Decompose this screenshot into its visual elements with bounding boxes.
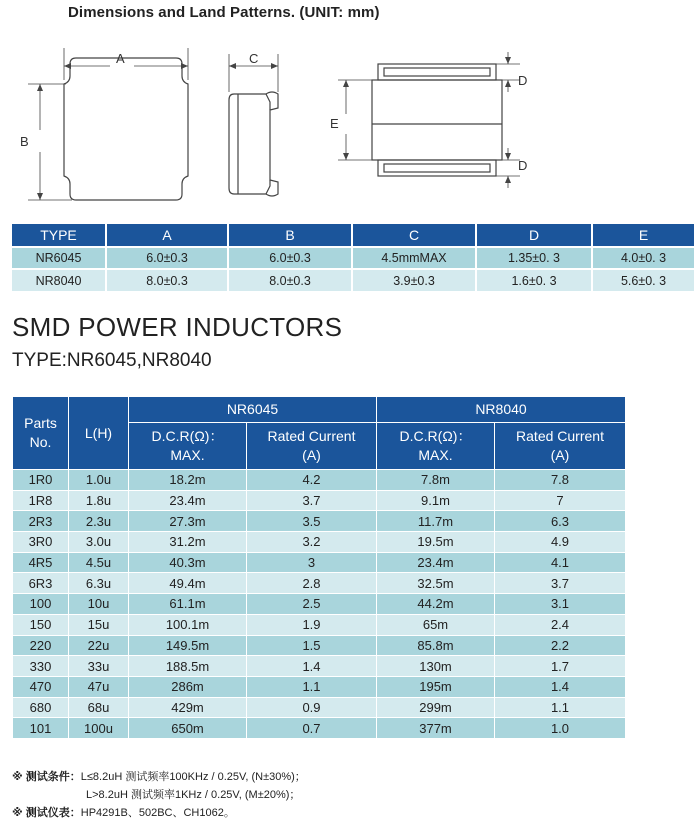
value-cell: 23.4m: [129, 490, 247, 511]
note-line-2: [12, 786, 306, 804]
cell: 6.0±0.3: [228, 247, 352, 269]
value-cell: 68u: [69, 697, 129, 718]
header-inductance: L(H): [69, 397, 129, 470]
product-type-line: TYPE:NR6045,NR8040: [12, 350, 212, 371]
header-type: TYPE: [12, 224, 106, 247]
cell: 5.6±0. 3: [592, 269, 694, 291]
value-cell: 6.3: [495, 511, 626, 532]
value-cell: 18.2m: [129, 470, 247, 491]
value-cell: 3.5: [247, 511, 377, 532]
cell: NR8040: [12, 269, 106, 291]
value-cell: 1.0: [495, 718, 626, 739]
header-group-nr8040: NR8040: [377, 397, 626, 423]
value-cell: 61.1m: [129, 594, 247, 615]
value-cell: 32.5m: [377, 573, 495, 594]
value-cell: 2.8: [247, 573, 377, 594]
inductor-row: [13, 511, 626, 532]
value-cell: 3.2: [247, 532, 377, 553]
value-cell: 40.3m: [129, 552, 247, 573]
value-cell: 9.1m: [377, 490, 495, 511]
part-number-cell: 150: [13, 614, 69, 635]
cell: 8.0±0.3: [228, 269, 352, 291]
value-cell: 3.7: [247, 490, 377, 511]
value-cell: 0.9: [247, 697, 377, 718]
label-c: C: [249, 51, 259, 66]
header-e: E: [592, 224, 694, 247]
part-number-cell: 680: [13, 697, 69, 718]
part-number-cell: 100: [13, 594, 69, 615]
dimensions-header-row: [12, 224, 694, 247]
inductor-row: [13, 594, 626, 615]
inductor-row: [13, 676, 626, 697]
part-number-cell: 4R5: [13, 552, 69, 573]
technical-drawing: [0, 30, 700, 220]
value-cell: 23.4m: [377, 552, 495, 573]
value-cell: 1.8u: [69, 490, 129, 511]
header-dcr-2: D.C.R(Ω)：MAX.: [377, 423, 495, 470]
value-cell: 47u: [69, 676, 129, 697]
inductor-row: [13, 532, 626, 553]
header-rated-1: Rated Current (A): [247, 423, 377, 470]
value-cell: 65m: [377, 614, 495, 635]
value-cell: 11.7m: [377, 511, 495, 532]
value-cell: 1.7: [495, 656, 626, 677]
value-cell: 429m: [129, 697, 247, 718]
header-rated-2: Rated Current (A): [495, 423, 626, 470]
value-cell: 299m: [377, 697, 495, 718]
value-cell: 1.1: [247, 676, 377, 697]
cell: 6.0±0.3: [106, 247, 228, 269]
value-cell: 7.8m: [377, 470, 495, 491]
value-cell: 44.2m: [377, 594, 495, 615]
dimensions-title: Dimensions and Land Patterns. (UNIT: mm): [68, 4, 380, 21]
inductor-row: [13, 552, 626, 573]
inductor-row: [13, 697, 626, 718]
inductor-row: [13, 614, 626, 635]
cell: 1.35±0. 3: [476, 247, 592, 269]
part-number-cell: 220: [13, 635, 69, 656]
value-cell: 4.1: [495, 552, 626, 573]
dimensions-row: [12, 247, 694, 269]
header-group-nr6045: NR6045: [129, 397, 377, 423]
part-number-cell: 2R3: [13, 511, 69, 532]
value-cell: 85.8m: [377, 635, 495, 656]
header-parts-no: Parts No.: [13, 397, 69, 470]
value-cell: 1.4: [247, 656, 377, 677]
header-a: A: [106, 224, 228, 247]
value-cell: 188.5m: [129, 656, 247, 677]
header-b: B: [228, 224, 352, 247]
value-cell: 4.9: [495, 532, 626, 553]
value-cell: 27.3m: [129, 511, 247, 532]
value-cell: 4.5u: [69, 552, 129, 573]
value-cell: 3.0u: [69, 532, 129, 553]
label-a: A: [116, 51, 125, 66]
part-number-cell: 3R0: [13, 532, 69, 553]
inductor-row: [13, 656, 626, 677]
dimension-drawings: [0, 30, 700, 220]
value-cell: 4.2: [247, 470, 377, 491]
inductor-table-body: [13, 470, 626, 739]
note-line-1: [12, 768, 306, 786]
value-cell: 100.1m: [129, 614, 247, 635]
part-number-cell: 330: [13, 656, 69, 677]
label-e: E: [330, 116, 339, 131]
product-title: SMD POWER INDUCTORS: [12, 312, 343, 342]
part-number-cell: 470: [13, 676, 69, 697]
value-cell: 377m: [377, 718, 495, 739]
header-dcr-1: D.C.R(Ω)：MAX.: [129, 423, 247, 470]
value-cell: 2.4: [495, 614, 626, 635]
label-b: B: [20, 134, 29, 149]
cell: 3.9±0.3: [352, 269, 476, 291]
value-cell: 3: [247, 552, 377, 573]
value-cell: 195m: [377, 676, 495, 697]
value-cell: 15u: [69, 614, 129, 635]
dimensions-table: [12, 224, 694, 291]
note-line-3: [12, 804, 306, 822]
value-cell: 2.5: [247, 594, 377, 615]
value-cell: 650m: [129, 718, 247, 739]
note-text-1: L≤8.2uH 测试频率100KHz / 0.25V, (N±30%)；: [80, 771, 306, 783]
inductor-row: [13, 635, 626, 656]
dimensions-row: [12, 269, 694, 291]
inductor-row: [13, 573, 626, 594]
label-d-top: D: [518, 73, 528, 88]
value-cell: 1.0u: [69, 470, 129, 491]
inductor-table: [12, 396, 626, 739]
value-cell: 130m: [377, 656, 495, 677]
note-label-instruments: ※ 测试仪表：: [12, 807, 81, 819]
header-d: D: [476, 224, 592, 247]
value-cell: 7.8: [495, 470, 626, 491]
value-cell: 49.4m: [129, 573, 247, 594]
value-cell: 1.4: [495, 676, 626, 697]
cell: 1.6±0. 3: [476, 269, 592, 291]
part-number-cell: 1R8: [13, 490, 69, 511]
inductor-row: [13, 490, 626, 511]
part-number-cell: 6R3: [13, 573, 69, 594]
note-text-3: HP4291B、502BC、CH1062。: [80, 807, 235, 819]
part-number-cell: 1R0: [13, 470, 69, 491]
label-d-bottom: D: [518, 158, 528, 173]
cell: 8.0±0.3: [106, 269, 228, 291]
value-cell: 1.9: [247, 614, 377, 635]
cell: NR6045: [12, 247, 106, 269]
value-cell: 31.2m: [129, 532, 247, 553]
note-label-conditions: ※ 测试条件：: [12, 771, 81, 783]
value-cell: 7: [495, 490, 626, 511]
inductor-header-row-1: [13, 397, 626, 423]
value-cell: 3.1: [495, 594, 626, 615]
value-cell: 33u: [69, 656, 129, 677]
header-c: C: [352, 224, 476, 247]
value-cell: 1.1: [495, 697, 626, 718]
value-cell: 10u: [69, 594, 129, 615]
value-cell: 1.5: [247, 635, 377, 656]
value-cell: 22u: [69, 635, 129, 656]
test-notes: [12, 768, 306, 822]
value-cell: 286m: [129, 676, 247, 697]
value-cell: 149.5m: [129, 635, 247, 656]
value-cell: 2.2: [495, 635, 626, 656]
value-cell: 3.7: [495, 573, 626, 594]
cell: 4.0±0. 3: [592, 247, 694, 269]
inductor-row: [13, 718, 626, 739]
cell: 4.5mmMAX: [352, 247, 476, 269]
value-cell: 0.7: [247, 718, 377, 739]
part-number-cell: 101: [13, 718, 69, 739]
inductor-row: [13, 470, 626, 491]
note-text-2: L>8.2uH 测试频率1KHz / 0.25V, (M±20%)；: [86, 789, 301, 801]
value-cell: 6.3u: [69, 573, 129, 594]
value-cell: 100u: [69, 718, 129, 739]
value-cell: 2.3u: [69, 511, 129, 532]
value-cell: 19.5m: [377, 532, 495, 553]
